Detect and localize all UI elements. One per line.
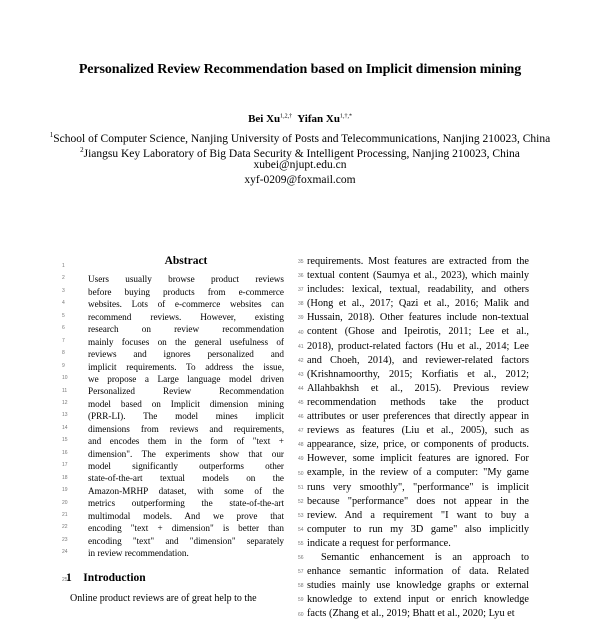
section-title: Introduction [83,572,146,584]
line-number: 6 [62,325,65,332]
line-number: 21 [62,512,68,518]
abstract-line: and encodes them in the form of "text + [88,436,284,447]
abstract-line: before buying products from e-commerce [88,286,284,297]
author-name: Bei Xu [248,113,281,125]
body-line: textual content (Saumya et al., 2023), which mainly [307,270,529,282]
line-number: 1 [62,263,65,269]
abstract-line: state-of-the-art textual models on the [88,473,284,484]
author-name: Yifan Xu [297,113,340,125]
line-number: 3 [62,287,65,294]
affiliation-text: Jiangsu Key Laboratory of Big Data Security & Intelligent Processing, Nanjing 210023, China [83,147,520,160]
abstract-line: multimodal models. And we prove that [88,510,284,521]
line-number: 18 [62,474,68,481]
body-line: knowledge to extend input or enrich knowledge [307,594,529,606]
line-number: 12 [62,399,68,406]
abstract-line: mainly focuses on the general usefulness of [88,336,284,347]
line-number: 51 [298,484,304,491]
line-number: 4 [62,300,65,307]
line-number: 47 [298,428,304,435]
line-number: 59 [298,597,304,604]
line-number: 37 [298,287,304,294]
line-number: 7 [62,337,65,344]
abstract-line: research on review recommendation [88,324,284,335]
section-number: 1 [66,572,72,584]
body-line: runs very smoothly", "performance" is implicit [307,481,529,493]
line-number: 17 [62,462,68,469]
body-line: facts (Zhang et al., 2019; Bhatt et al., 2020; Lyu et [307,608,515,620]
body-line: appearance, size, price, or components of products. [307,439,529,451]
abstract-line: encoding "text" and "dimension" separately [88,535,284,546]
body-line: requirements. Most features are extracted from the [307,256,529,267]
section-heading-introduction [66,572,146,584]
body-line: indicate a request for performance. [307,537,451,549]
abstract-line: model significantly outperforms other [88,461,284,472]
body-line: recommendation methods take the product [307,396,529,408]
abstract-line: we propose a Large language model driven [88,373,284,384]
right-column-body [307,255,529,621]
abstract-line: websites. Lots of e-commerce websites can [88,299,284,310]
body-line: (Krishnamoorthy, 2015; Korfiatis et al., 2012; [307,368,529,380]
abstract-line: metrics outperforming the state-of-the-art [88,498,284,509]
body-line: because "performance" does not appear in the [307,495,529,507]
abstract-line: dimension". The experiments show that our [88,448,284,459]
line-number: 42 [298,357,304,364]
line-number: 13 [62,412,68,419]
line-number: 25 [62,577,68,583]
line-number: 16 [62,449,68,456]
abstract-line: Users usually browse product reviews [88,274,284,285]
body-line: content (Ghose and Ipeirotis, 2011; Lee et al., [307,326,529,338]
author-affiliation-marker: 1,†,* [339,113,352,120]
paper-title: Personalized Review Recommendation based on Implicit dimension mining [78,62,522,77]
email-1: xubei@njupt.edu.cn [253,159,347,171]
abstract-block [88,255,284,560]
line-number: 55 [298,541,304,547]
line-number: 9 [62,362,65,369]
line-number: 43 [298,371,304,378]
line-number: 20 [62,499,68,506]
abstract-line: recommend reviews. However, existing [88,311,284,322]
abstract-line: implicit requirements. To address the issue, [88,361,284,372]
body-line: studies mainly use knowledge graphs or external [307,580,529,592]
body-line: reviews as features (Liu et al., 2005), such as [307,425,529,437]
abstract-line: Amazon-MRHP dataset, with some of the [88,485,284,496]
body-line: However, some implicit features are ignored. For [307,453,529,465]
line-number: 48 [298,442,304,449]
line-number: 44 [298,385,304,392]
email-2: xyf-0209@foxmail.com [244,174,356,186]
line-number: 56 [298,555,304,562]
line-number: 46 [298,414,304,421]
body-line: includes: lexical, textual, readability, and others [307,284,529,296]
introduction-first-line: Online product reviews are of great help to the [70,593,257,604]
body-line: example, in the review of a computer: "My game [307,467,529,479]
line-number: 45 [298,400,304,406]
abstract-line: dimensions from reviews and requirements, [88,423,284,434]
abstract-body [88,273,284,559]
line-number: 10 [62,375,68,382]
author-line [0,113,600,125]
line-number: 36 [298,273,304,280]
body-line: (Hong et al., 2017; Qazi et al., 2016; Malik and [307,298,529,310]
line-number: 58 [298,583,304,590]
abstract-line: reviews and ignores personalized and [88,349,284,360]
body-line: Semantic enhancement is an approach to [321,551,529,563]
body-line: attributes or user preferences that directly appear in [307,411,529,423]
body-line: Hussain, 2018). Other features include non-textual [307,312,529,324]
line-number: 41 [298,343,304,350]
line-number: 38 [298,301,304,308]
line-number: 54 [298,526,304,533]
line-number: 5 [62,312,65,319]
abstract-line: model based on Implicit dimension mining [88,398,284,409]
line-number: 35 [298,259,304,265]
author-affiliation-marker: 1,2,† [280,113,293,120]
line-number: 40 [298,329,304,336]
body-line: enhance semantic information of data. Related [307,566,529,578]
line-number: 50 [298,470,304,477]
abstract-heading: Abstract [164,255,208,267]
body-line: and Choeh, 2014), and reviewer-related factors [307,354,529,366]
line-number: 57 [298,569,304,576]
line-number: 60 [298,611,304,618]
abstract-line: encoding "text + dimension" is better than [88,523,284,534]
affiliation-text: School of Computer Science, Nanjing University of Posts and Telecommunications, Nanjing 210023, China [53,132,551,145]
line-number: 24 [62,549,68,556]
line-number: 15 [62,437,68,444]
body-line: computer to run my 3D game" also implicitly [307,523,529,535]
abstract-line: Personalized Review Recommendation [88,386,284,397]
line-number: 2 [62,275,65,282]
line-number: 14 [62,424,68,431]
line-number: 11 [62,387,68,394]
affiliation-marker: 1 [49,131,54,139]
body-line: 2018), product-related factors (Hu et al., 2014; Lee [307,340,529,352]
abstract-line: (PRR-LI). The model mines implicit [88,411,284,422]
line-number: 52 [298,498,304,505]
body-line: review. And a requirement "I want to buy a [307,509,529,521]
line-number: 49 [298,456,304,463]
affiliation-marker: 2 [80,146,84,154]
line-number: 23 [62,536,68,543]
line-number: 39 [298,315,304,322]
abstract-line: in review recommendation. [88,548,189,559]
line-number: 22 [62,524,68,531]
line-number: 19 [62,487,68,494]
line-number: 8 [62,350,65,357]
line-number: 53 [298,512,304,519]
body-line: Allahbakhsh et al., 2015). Previous review [307,382,529,394]
